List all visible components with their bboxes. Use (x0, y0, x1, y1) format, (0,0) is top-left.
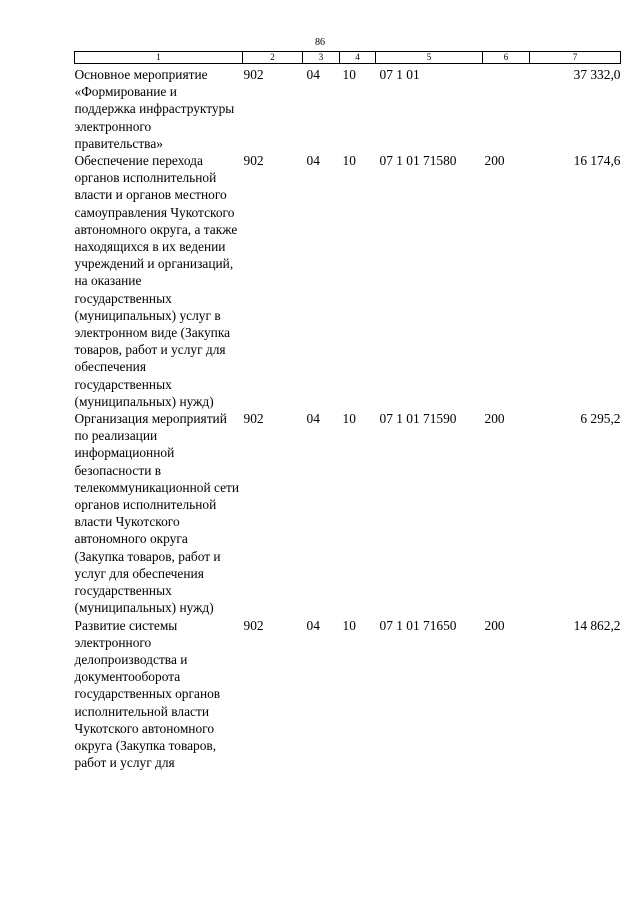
row-amount: 16 174,6 (573, 153, 621, 169)
row-target-article: 07 1 01 71580 (379, 153, 457, 169)
header-col-2: 2 (243, 52, 303, 64)
row-amount: 14 862,2 (573, 617, 621, 633)
row-target-article: 07 1 01 71650 (379, 617, 457, 633)
row-amount: 37 332,0 (573, 67, 621, 82)
row-admin-code: 902 (243, 617, 264, 633)
table-row (75, 64, 621, 153)
row-section: 04 (306, 617, 320, 633)
header-col-5: 5 (376, 52, 483, 64)
row-subsection: 10 (342, 67, 356, 82)
header-col-3: 3 (303, 52, 340, 64)
row-name: Развитие системы электронного делопроизводства и документооборота государственных органов исполнительной власти Чукотского автономного округа (Закупка товаров, работ и услуг для (74, 617, 221, 771)
row-amount: 6 295,2 (580, 411, 621, 427)
row-admin-code: 902 (243, 153, 264, 169)
row-target-article: 07 1 01 (379, 67, 420, 82)
row-expense-type: 200 (484, 411, 505, 427)
header-col-1: 1 (75, 52, 243, 64)
table-header (75, 52, 621, 64)
row-name: Организация мероприятий по реализации информационной безопасности в телекоммуникационной сети органов исполнительной власти Чукотского автономного округа (Закупка товаров, работ и услуг для обеспечения государственных (муниципальных) нужд) (74, 411, 240, 616)
row-target-article: 07 1 01 71590 (379, 411, 457, 427)
header-col-6: 6 (483, 52, 530, 64)
row-admin-code: 902 (243, 67, 264, 82)
row-section: 04 (306, 153, 320, 169)
table-row (75, 617, 621, 772)
row-name: Обеспечение перехода органов исполнительной власти и органов местного самоуправления Чукотского автономного округа, а также находящихся в их ведении учреждений и организаций, на оказание государственных (муниципальных) услуг в электронном виде (Закупка товаров, работ и услуг для обеспечения государственных (муниципальных) нужд) (74, 153, 238, 409)
row-expense-type: 200 (484, 153, 505, 169)
row-section: 04 (306, 411, 320, 427)
row-subsection: 10 (342, 153, 356, 169)
row-section: 04 (306, 67, 320, 82)
row-name: Основное мероприятие «Формирование и поддержка инфраструктуры электронного правительства» (74, 67, 235, 151)
row-expense-type: 200 (484, 617, 505, 633)
table-body (75, 64, 621, 772)
row-subsection: 10 (342, 411, 356, 427)
row-admin-code: 902 (243, 411, 264, 427)
table-row (75, 410, 621, 616)
row-subsection: 10 (342, 617, 356, 633)
budget-table (74, 51, 621, 771)
header-row (75, 52, 621, 64)
row-expense-type (483, 64, 530, 153)
table-row (75, 152, 621, 410)
header-col-4: 4 (340, 52, 376, 64)
header-col-7: 7 (530, 52, 621, 64)
page-number: 86 (315, 37, 325, 48)
